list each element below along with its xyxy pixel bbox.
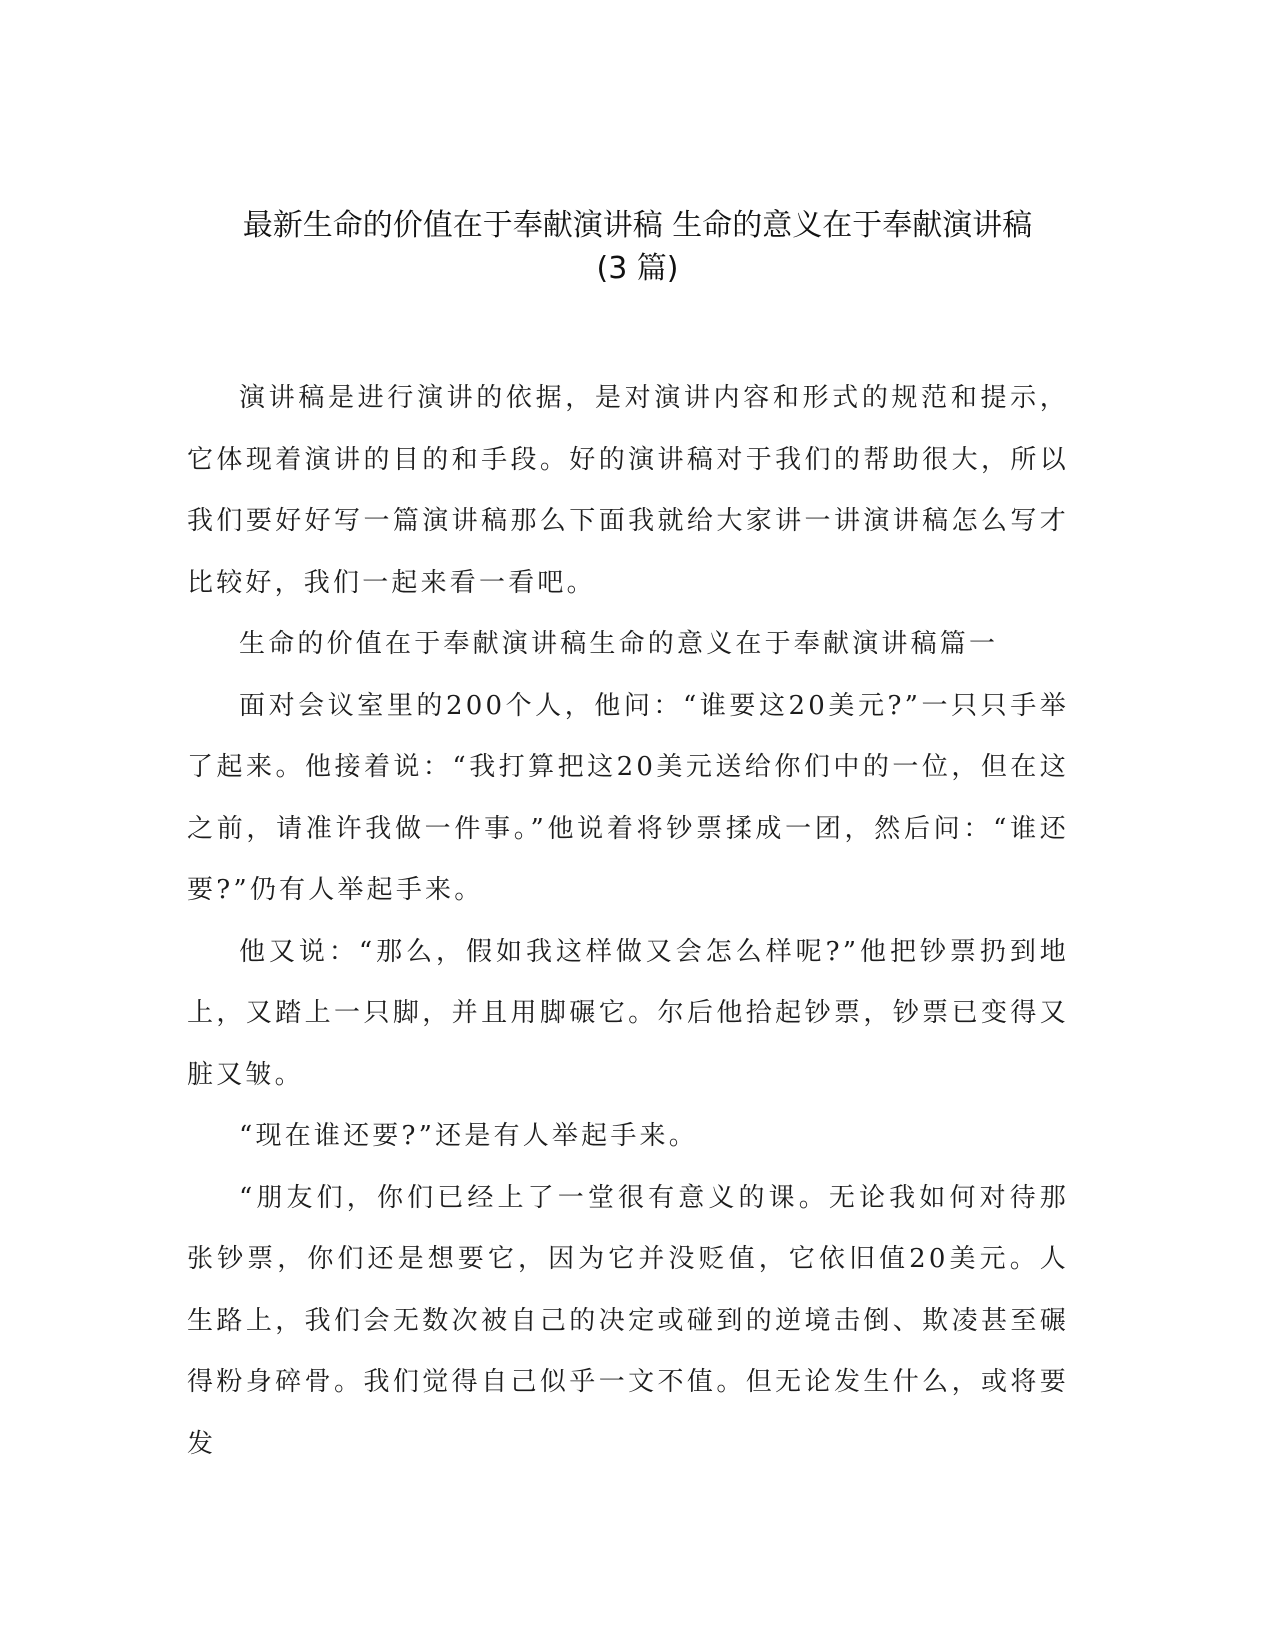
paragraph-section-heading: 生命的价值在于奉献演讲稿生命的意义在于奉献演讲稿篇一 — [239, 629, 999, 659]
document-title — [150, 204, 1125, 290]
paragraph: 他又说：“那么，假如我这样做又会怎么样呢?”他把钞票扔到地上，又踏上一只脚，并且用脚碾它。尔后他拾起钞票，钞票已变得又脏又皱。 — [187, 936, 1069, 1090]
document-body — [187, 368, 1069, 1475]
title-line-1: 最新生命的价值在于奉献演讲稿 生命的意义在于奉献演讲稿 — [242, 208, 1033, 243]
paragraph: 面对会议室里的200个人，他问：“谁要这20美元?”一只只手举了起来。他接着说：“我打算把这20美元送给你们中的一位，但在这之前，请准许我做一件事。”他说着将钞票揉成一团，然后问：“谁还要?”仍有人举起手来。 — [187, 690, 1069, 905]
paragraph-intro: 演讲稿是进行演讲的依据，是对演讲内容和形式的规范和提示，它体现着演讲的目的和手段。好的演讲稿对于我们的帮助很大，所以我们要好好写一篇演讲稿那么下面我就给大家讲一讲演讲稿怎么写才比较好，我们一起来看一看吧。 — [187, 383, 1069, 598]
paragraph: “现在谁还要?”还是有人举起手来。 — [239, 1121, 698, 1151]
title-line-2: (3 篇) — [596, 251, 679, 286]
paragraph: “朋友们，你们已经上了一堂很有意义的课。无论我如何对待那张钞票，你们还是想要它，因为它并没贬值，它依旧值20美元。人生路上，我们会无数次被自己的决定或碰到的逆境击倒、欺凌甚至碾得粉身碎骨。我们觉得自己似乎一文不值。但无论发生什么，或将要发 — [187, 1182, 1069, 1459]
